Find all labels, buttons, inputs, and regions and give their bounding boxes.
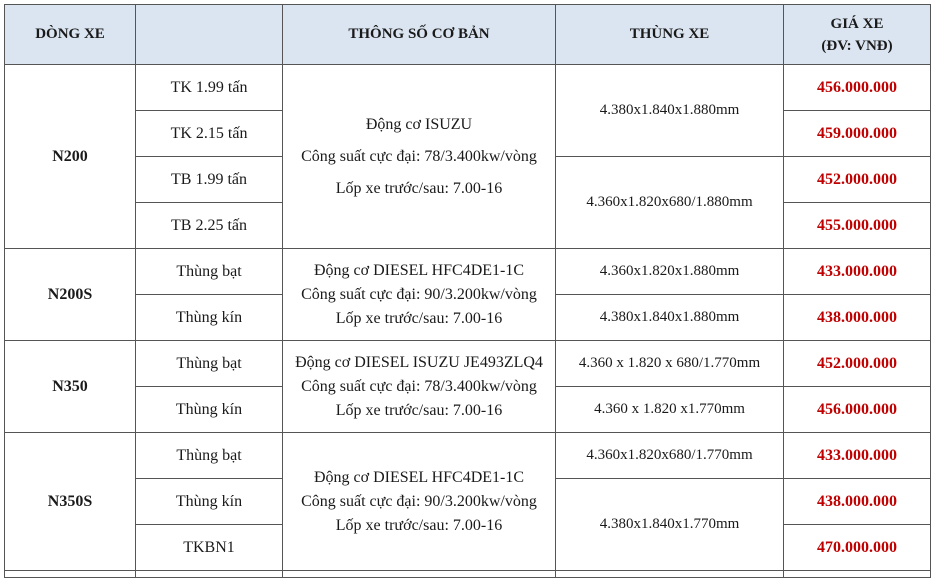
price-cell: 470.000.000: [784, 525, 931, 571]
spec-line: Động cơ DIESEL HFC4DE1-1C: [313, 261, 525, 279]
dimension-cell: 4.360x1.820x680/1.770mm: [556, 433, 784, 479]
table-row: [5, 65, 931, 111]
variant-cell: Thùng bạt: [136, 249, 283, 295]
dimension-cell: 4.380x1.840x1.880mm: [556, 65, 784, 157]
cell-partial: [283, 571, 556, 578]
price-cell: 438.000.000: [784, 295, 931, 341]
price-table: [4, 4, 931, 578]
header-variant-blank: [136, 5, 283, 65]
spec-line: Công suất cực đại: 90/3.200kw/vòng: [301, 492, 537, 510]
spec-cell-n350s: [283, 433, 556, 571]
price-cell: 459.000.000: [784, 111, 931, 157]
spec-line: Động cơ DIESEL ISUZU JE493ZLQ4: [295, 353, 543, 371]
table-row: [5, 341, 931, 387]
spec-line: Động cơ ISUZU: [365, 115, 473, 133]
price-cell: 456.000.000: [784, 387, 931, 433]
variant-cell: TB 1.99 tấn: [136, 157, 283, 203]
header-price: [784, 5, 931, 65]
dimension-cell: 4.360 x 1.820 x1.770mm: [556, 387, 784, 433]
spec-line: Lốp xe trước/sau: 7.00-16: [335, 516, 503, 534]
variant-cell: Thùng bạt: [136, 433, 283, 479]
price-cell: 438.000.000: [784, 479, 931, 525]
dimension-cell: 4.380x1.840x1.880mm: [556, 295, 784, 341]
dimension-cell: 4.380x1.840x1.770mm: [556, 479, 784, 571]
header-body: THÙNG XE: [556, 5, 784, 65]
cell-partial: [556, 571, 784, 578]
header-row: [5, 5, 931, 65]
dimension-cell: 4.360x1.820x1.880mm: [556, 249, 784, 295]
header-price-line1: GIÁ XE: [830, 15, 884, 32]
table-row: [5, 433, 931, 479]
cell-partial: [784, 571, 931, 578]
variant-cell: TK 2.15 tấn: [136, 111, 283, 157]
spec-line: Công suất cực đại: 78/3.400kw/vòng: [301, 147, 537, 165]
spec-cell-n200: [283, 65, 556, 249]
variant-cell: Thùng bạt: [136, 341, 283, 387]
spec-line: Lốp xe trước/sau: 7.00-16: [335, 179, 503, 197]
price-cell: 456.000.000: [784, 65, 931, 111]
spec-line: Lốp xe trước/sau: 7.00-16: [335, 309, 503, 327]
header-model: DÒNG XE: [5, 5, 136, 65]
variant-cell: TK 1.99 tấn: [136, 65, 283, 111]
spec-cell-n200s: [283, 249, 556, 341]
cell-partial: [136, 571, 283, 578]
spec-line: Lốp xe trước/sau: 7.00-16: [335, 401, 503, 419]
dimension-cell: 4.360x1.820x680/1.880mm: [556, 157, 784, 249]
model-cell-n200s: N200S: [5, 249, 136, 341]
variant-cell: TKBN1: [136, 525, 283, 571]
spec-cell-n350: [283, 341, 556, 433]
model-cell-n200: N200: [5, 65, 136, 249]
header-specs: THÔNG SỐ CƠ BẢN: [283, 5, 556, 65]
variant-cell: Thùng kín: [136, 387, 283, 433]
price-cell: 433.000.000: [784, 433, 931, 479]
price-cell: 433.000.000: [784, 249, 931, 295]
variant-cell: Thùng kín: [136, 295, 283, 341]
model-cell-n350: N350: [5, 341, 136, 433]
price-cell: 452.000.000: [784, 341, 931, 387]
model-cell-n350s: N350S: [5, 433, 136, 571]
dimension-cell: 4.360 x 1.820 x 680/1.770mm: [556, 341, 784, 387]
table-row: [5, 249, 931, 295]
price-cell: 455.000.000: [784, 203, 931, 249]
header-price-line2: (ĐV: VNĐ): [821, 37, 893, 54]
variant-cell: Thùng kín: [136, 479, 283, 525]
price-cell: 452.000.000: [784, 157, 931, 203]
table-row-partial: [5, 571, 931, 578]
spec-line: Động cơ DIESEL HFC4DE1-1C: [313, 468, 525, 486]
variant-cell: TB 2.25 tấn: [136, 203, 283, 249]
spec-line: Công suất cực đại: 90/3.200kw/vòng: [301, 285, 537, 303]
spec-line: Công suất cực đại: 78/3.400kw/vòng: [301, 377, 537, 395]
cell-partial: [5, 571, 136, 578]
